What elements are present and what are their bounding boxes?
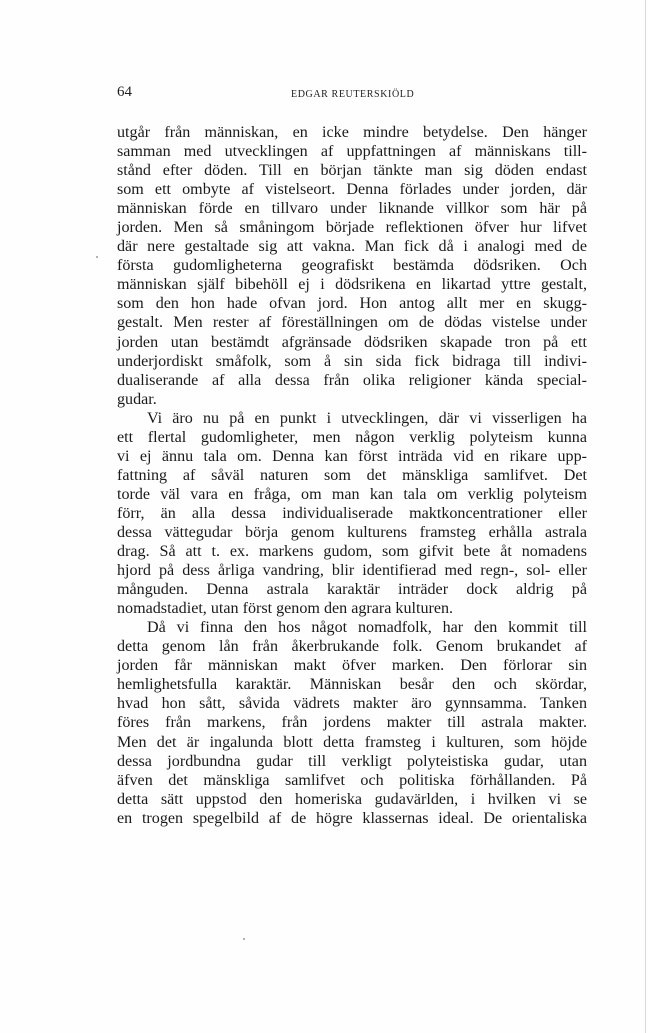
text-line: som den hon hade ofvan jord. Hon antog allt mer en skugg- bbox=[117, 295, 587, 313]
text-line: gestalt. Men rester af föreställningen om de dödas vistelse under bbox=[117, 314, 587, 332]
running-head: EDGAR REUTERSKIÖLD bbox=[291, 89, 415, 100]
page-edge-line bbox=[645, 0, 646, 1033]
text-line: jorden. Men så småningom började reflektionen öfver hur lifvet bbox=[117, 219, 587, 237]
text-line: stånd efter döden. Till en början tänkte man sig döden endast bbox=[117, 162, 587, 180]
text-line: dessa vättegudar börja genom kulturens framsteg erhålla astrala bbox=[117, 523, 587, 541]
text-line: människan själf bibehöll ej i dödsrikena en likartad yttre gestalt, bbox=[117, 276, 587, 294]
text-line: där nere gestaltade sig att vakna. Man fick då i analogi med de bbox=[117, 238, 587, 256]
body-text bbox=[117, 123, 587, 828]
text-line: underjordiskt småfolk, som å sin sida fick bidraga till indivi- bbox=[117, 352, 587, 370]
text-line: som ett ombyte af vistelseort. Denna förlades under jorden, där bbox=[117, 181, 587, 199]
text-line: hvad hon sått, såvida vädrets makter äro gynnsamma. Tanken bbox=[117, 695, 587, 713]
text-line: ett flertal gudomligheter, men någon verklig polyteism kunna bbox=[117, 428, 587, 446]
text-line: hemlighetsfulla karaktär. Människan besår den och skördar, bbox=[117, 676, 587, 694]
text-line: Men det är ingalunda blott detta framsteg i kulturen, som höjde bbox=[117, 733, 587, 751]
text-line: utgår från människan, en icke mindre betydelse. Den hänger bbox=[117, 124, 587, 141]
text-line: torde väl vara en fråga, om man kan tala om verklig polyteism bbox=[117, 485, 587, 503]
margin-speck bbox=[96, 256, 98, 258]
text-line: Vi äro nu på en punkt i utvecklingen, där vi visserligen ha bbox=[147, 409, 587, 427]
text-line: gudar. bbox=[117, 390, 157, 408]
page-header bbox=[117, 84, 587, 104]
text-line: detta genom lån från åkerbrukande folk. Genom brukandet af bbox=[117, 638, 587, 656]
text-line: drag. Så att t. ex. markens gudom, som gifvit bete åt nomadens bbox=[117, 543, 587, 561]
text-line: första gudomligheterna geografiskt bestämda dödsriken. Och bbox=[117, 257, 587, 275]
text-line: människan förde en tillvaro under liknande villkor som här på bbox=[117, 200, 587, 218]
page-number: 64 bbox=[117, 84, 132, 100]
text-line: föres från markens, från jordens makter till astrala makter. bbox=[117, 714, 587, 732]
text-line: hjord på dess årliga vandring, blir identifierad med regn-, sol- eller bbox=[117, 562, 587, 580]
text-line: fattning af såväl naturen som det mänskliga samlifvet. Det bbox=[117, 466, 587, 484]
text-line: vi ej ännu tala om. Denna kan först inträda vid en rikare upp- bbox=[117, 447, 587, 465]
text-line: dessa jordbundna gudar till verkligt polyteistiska gudar, utan bbox=[117, 752, 587, 770]
text-line: förr, än alla dessa individualiserade maktkoncentrationer eller bbox=[117, 504, 587, 522]
margin-speck bbox=[243, 938, 245, 940]
text-line: jorden utan bestämdt afgränsade dödsriken skapade tron på ett bbox=[117, 333, 587, 351]
text-line: jorden får människan makt öfver marken. Den förlorar sin bbox=[117, 657, 587, 675]
text-line: samman med utvecklingen af uppfattningen af människans till- bbox=[117, 143, 587, 161]
text-line: detta sätt uppstod den homeriska gudavärlden, i hvilken vi se bbox=[117, 790, 587, 808]
text-line: Då vi finna den hos något nomadfolk, har den kommit till bbox=[147, 619, 587, 637]
text-line: nomadstadiet, utan först genom den agrara kulturen. bbox=[117, 600, 454, 618]
text-line: en trogen spegelbild af de högre klassernas ideal. De orientaliska bbox=[117, 809, 587, 827]
text-line: äfven det mänskliga samlifvet och politiska förhållanden. På bbox=[117, 771, 587, 789]
text-line: dualiserande af alla dessa från olika religioner kända special- bbox=[117, 371, 587, 389]
text-line: månguden. Denna astrala karaktär inträder dock aldrig på bbox=[117, 581, 587, 599]
